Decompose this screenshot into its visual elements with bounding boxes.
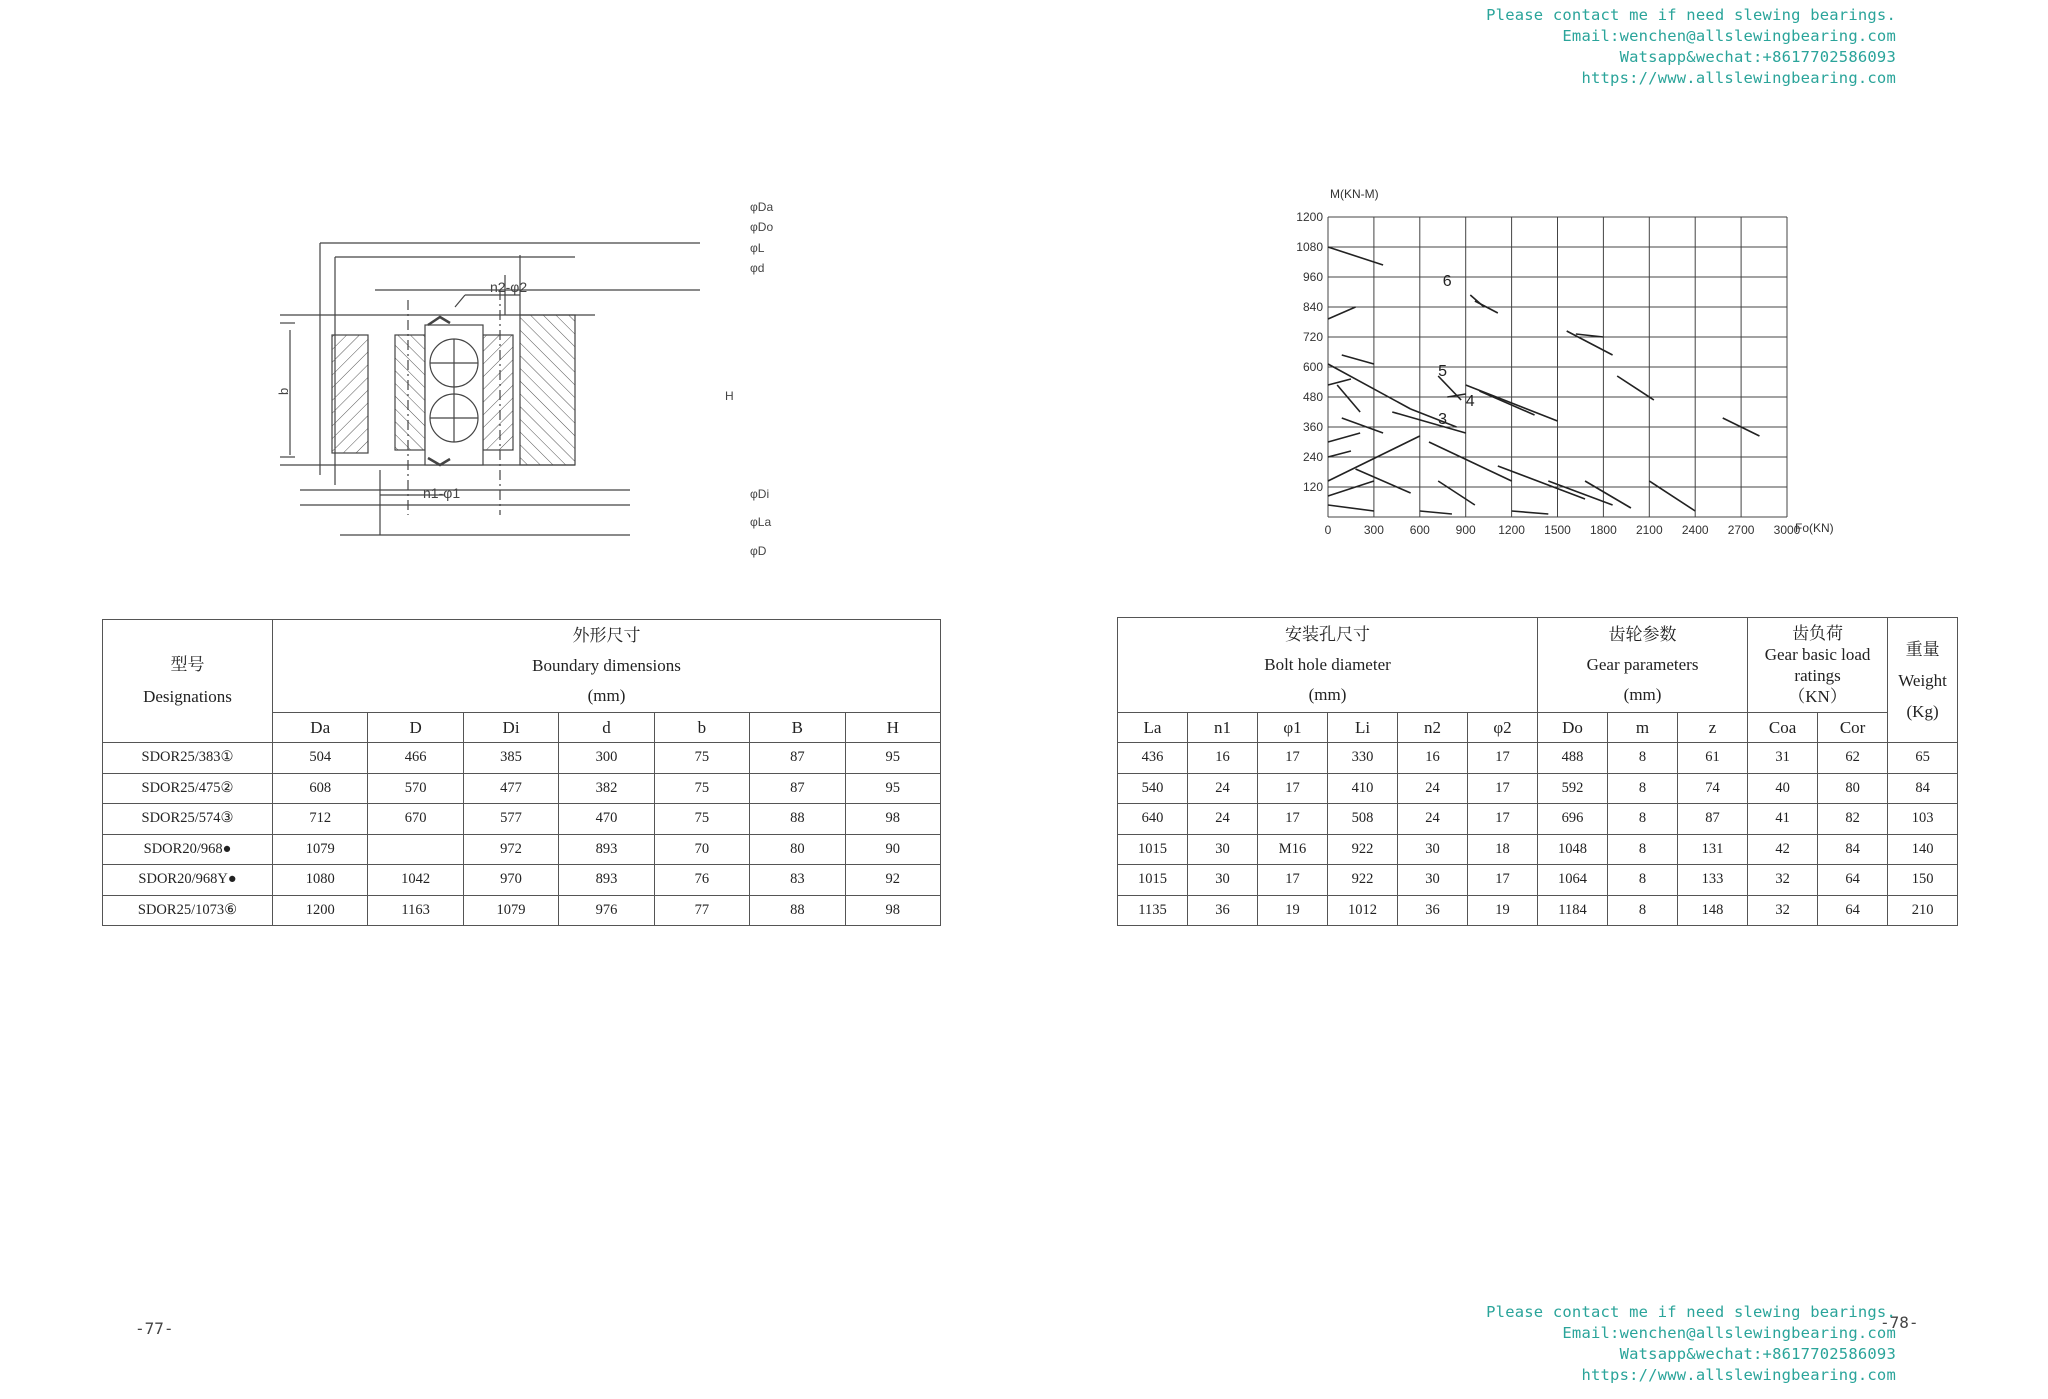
table-cell: 64 <box>1818 865 1888 896</box>
y-tick-label: 600 <box>1302 360 1323 374</box>
col-header-di: Di <box>463 713 558 743</box>
table-cell: 19 <box>1468 895 1538 926</box>
table-cell: 17 <box>1258 804 1328 835</box>
table-cell: 24 <box>1398 804 1468 835</box>
table-cell: 40 <box>1748 773 1818 804</box>
weight-zh: 重量 <box>1905 639 1940 659</box>
table-cell: 712 <box>273 804 368 835</box>
curve-segment <box>1328 451 1351 457</box>
table-cell: 77 <box>654 895 749 926</box>
bolt-zh: 安装孔尺寸 <box>1285 625 1371 644</box>
y-axis-label: M(KN-M) <box>1330 187 1379 201</box>
table-cell: 470 <box>559 804 654 835</box>
table-cell: 76 <box>654 865 749 896</box>
table-cell: 88 <box>750 804 845 835</box>
phi-La-label: φLa <box>750 515 772 529</box>
curve-segment <box>1328 379 1351 385</box>
col-header-h: H <box>845 713 940 743</box>
contact-block-top <box>1400 5 1896 89</box>
curve-segment <box>1342 418 1383 433</box>
boundary-en: Boundary dimensions <box>532 656 681 675</box>
table-row <box>103 865 941 896</box>
table-cell: 80 <box>1818 773 1888 804</box>
table-cell: 385 <box>463 743 558 774</box>
table-cell: 88 <box>750 895 845 926</box>
table-cell: 87 <box>1678 804 1748 835</box>
table-cell <box>368 834 463 865</box>
table-cell: 98 <box>845 804 940 835</box>
table-cell: 131 <box>1678 834 1748 865</box>
curve-segment <box>1328 307 1356 319</box>
table-cell: 540 <box>1118 773 1188 804</box>
table-cell: 30 <box>1398 865 1468 896</box>
y-tick-label: 840 <box>1302 300 1323 314</box>
load-en1: Gear basic load <box>1764 645 1871 664</box>
table-cell: 17 <box>1468 743 1538 774</box>
table-cell: 41 <box>1748 804 1818 835</box>
curve-label: 5 <box>1438 363 1448 380</box>
table-cell: 30 <box>1188 834 1258 865</box>
table-row <box>1118 773 1958 804</box>
table-cell: 75 <box>654 804 749 835</box>
designation-cell: SDOR25/383① <box>103 743 273 774</box>
table-cell: 84 <box>1888 773 1958 804</box>
curve-segment <box>1512 511 1549 514</box>
table-cell: 17 <box>1258 743 1328 774</box>
bearing-cross-section-drawing <box>270 195 810 575</box>
table-cell: 893 <box>559 834 654 865</box>
table-cell: 970 <box>463 865 558 896</box>
contact-phone: Watsapp&wechat:+8617702586093 <box>1619 48 1896 66</box>
y-tick-label: 720 <box>1302 330 1323 344</box>
col-header-5: φ2 <box>1468 713 1538 743</box>
boundary-dimensions-header <box>273 620 941 713</box>
table-cell: 24 <box>1188 773 1258 804</box>
table-cell: 24 <box>1398 773 1468 804</box>
table-cell: 30 <box>1188 865 1258 896</box>
chart-grid <box>1328 217 1787 517</box>
curve-segment <box>1479 391 1534 415</box>
curve-segment <box>1328 247 1383 265</box>
curve-segment <box>1328 433 1360 442</box>
col-header-1: n1 <box>1188 713 1258 743</box>
table-cell: 1200 <box>273 895 368 926</box>
curve-segment <box>1328 481 1374 496</box>
y-tick-label: 480 <box>1302 390 1323 404</box>
table-cell: 150 <box>1888 865 1958 896</box>
table-cell: 74 <box>1678 773 1748 804</box>
table-row <box>103 804 941 835</box>
curve-segment <box>1328 505 1374 511</box>
curve-segment <box>1429 442 1512 481</box>
page-number-left: -77- <box>135 1319 174 1338</box>
phi-L-label: φL <box>750 241 765 255</box>
y-tick-label: 240 <box>1302 450 1323 464</box>
curve-label: 6 <box>1442 273 1452 290</box>
table-row <box>103 895 941 926</box>
table-cell: 1012 <box>1328 895 1398 926</box>
x-tick-label: 600 <box>1409 523 1430 537</box>
load-capacity-chart <box>1270 180 1870 570</box>
col-header-4: n2 <box>1398 713 1468 743</box>
table-cell: 696 <box>1538 804 1608 835</box>
col-header-0: La <box>1118 713 1188 743</box>
designation-cell: SDOR25/1073⑥ <box>103 895 273 926</box>
table-cell: 82 <box>1818 804 1888 835</box>
y-tick-label: 1200 <box>1296 210 1323 224</box>
curve-segment <box>1470 295 1484 307</box>
contact-note: Please contact me if need slewing bearings. <box>1486 6 1896 24</box>
phi-D-label: φD <box>750 544 767 558</box>
col-header-b: b <box>654 713 749 743</box>
table-cell: 508 <box>1328 804 1398 835</box>
curve-segment <box>1328 364 1411 409</box>
n1-phi1-label: n1-φ1 <box>423 485 461 501</box>
weight-header <box>1888 618 1958 743</box>
load-unit: （KN） <box>1788 687 1847 706</box>
curve-segment <box>1356 469 1411 493</box>
page-number-right: -78- <box>1880 1313 1919 1332</box>
weight-en: Weight <box>1898 670 1947 690</box>
table-cell: 65 <box>1888 743 1958 774</box>
contact-block-bottom <box>1400 1302 1896 1386</box>
table-row <box>1118 743 1958 774</box>
table-row <box>103 743 941 774</box>
col-header-d: D <box>368 713 463 743</box>
y-tick-label: 960 <box>1302 270 1323 284</box>
table-cell: 90 <box>845 834 940 865</box>
table-cell: 75 <box>654 743 749 774</box>
table-cell: 61 <box>1678 743 1748 774</box>
x-tick-label: 900 <box>1455 523 1476 537</box>
contact-website: https://www.allslewingbearing.com <box>1581 1366 1896 1384</box>
table-row <box>103 834 941 865</box>
contact-email: Email:wenchen@allslewingbearing.com <box>1562 1324 1896 1342</box>
col-header-6: Do <box>1538 713 1608 743</box>
table-row <box>1118 804 1958 835</box>
table-cell: 330 <box>1328 743 1398 774</box>
table-row <box>1118 895 1958 926</box>
table-cell: 36 <box>1398 895 1468 926</box>
table-cell: 17 <box>1258 865 1328 896</box>
designation-zh: 型号 <box>170 655 205 674</box>
contact-email: Email:wenchen@allslewingbearing.com <box>1562 27 1896 45</box>
table-cell: 592 <box>1538 773 1608 804</box>
phi-Da-label: φDa <box>750 200 774 214</box>
table-cell: 1042 <box>368 865 463 896</box>
table-cell: 24 <box>1188 804 1258 835</box>
load-zh: 齿负荷 <box>1792 624 1844 643</box>
table-cell: 92 <box>845 865 940 896</box>
b-label: b <box>276 387 291 395</box>
table-row <box>1118 865 1958 896</box>
load-en2: ratings <box>1794 666 1841 685</box>
table-cell: 300 <box>559 743 654 774</box>
load-ratings-header <box>1748 618 1888 713</box>
table-cell: 80 <box>750 834 845 865</box>
gear-params-header <box>1538 618 1748 713</box>
y-tick-label: 1080 <box>1296 240 1323 254</box>
table-cell: 1079 <box>463 895 558 926</box>
table-cell: 75 <box>654 773 749 804</box>
y-tick-label: 360 <box>1302 420 1323 434</box>
table-cell: 70 <box>654 834 749 865</box>
curve-segment <box>1567 331 1613 355</box>
curve-label: 4 <box>1465 393 1475 410</box>
table-cell: 16 <box>1398 743 1468 774</box>
phi-Do-label: φDo <box>750 220 774 234</box>
designation-cell: SDOR25/574③ <box>103 804 273 835</box>
table-cell: 640 <box>1118 804 1188 835</box>
table-cell: 893 <box>559 865 654 896</box>
designation-en: Designations <box>143 687 232 706</box>
table-cell: 1080 <box>273 865 368 896</box>
table-cell: 8 <box>1608 773 1678 804</box>
table-cell: 133 <box>1678 865 1748 896</box>
table-cell: 17 <box>1468 804 1538 835</box>
table-cell: 1015 <box>1118 865 1188 896</box>
curve-label: 3 <box>1438 411 1448 428</box>
col-header-7: m <box>1608 713 1678 743</box>
table-cell: 140 <box>1888 834 1958 865</box>
boundary-dimensions-table <box>102 619 941 926</box>
gear-zh: 齿轮参数 <box>1608 625 1677 644</box>
gear-unit: (mm) <box>1623 685 1662 704</box>
curve-segment <box>1342 355 1374 364</box>
table-cell: 84 <box>1818 834 1888 865</box>
bolt-hole-header <box>1118 618 1538 713</box>
table-cell: 570 <box>368 773 463 804</box>
curve-segment <box>1617 376 1654 400</box>
contact-website: https://www.allslewingbearing.com <box>1581 69 1896 87</box>
designation-cell: SDOR20/968● <box>103 834 273 865</box>
col-header-2: φ1 <box>1258 713 1328 743</box>
table-cell: 18 <box>1468 834 1538 865</box>
x-tick-label: 1800 <box>1590 523 1617 537</box>
curve-segment <box>1420 511 1452 514</box>
x-tick-label: 2100 <box>1635 523 1663 537</box>
table-row <box>1118 834 1958 865</box>
table-cell: 42 <box>1748 834 1818 865</box>
gear-en: Gear parameters <box>1586 655 1699 674</box>
curve-segment <box>1649 481 1695 511</box>
x-tick-label: 1500 <box>1544 523 1571 537</box>
table-cell: 32 <box>1748 865 1818 896</box>
col-header-b: B <box>750 713 845 743</box>
table-row <box>103 773 941 804</box>
col-header-d: d <box>559 713 654 743</box>
table-cell: 504 <box>273 743 368 774</box>
table-cell: 83 <box>750 865 845 896</box>
x-tick-label: 1200 <box>1498 523 1525 537</box>
table-cell: 32 <box>1748 895 1818 926</box>
table-cell: 87 <box>750 773 845 804</box>
table-cell: 8 <box>1608 804 1678 835</box>
table-cell: 87 <box>750 743 845 774</box>
table-cell: 436 <box>1118 743 1188 774</box>
table-cell: 31 <box>1748 743 1818 774</box>
x-tick-label: 2700 <box>1727 523 1755 537</box>
table-cell: 95 <box>845 743 940 774</box>
phi-Di-label: φDi <box>750 487 770 501</box>
x-axis-label: Fo(KN) <box>1795 521 1834 535</box>
weight-unit: (Kg) <box>1906 701 1939 721</box>
table-cell: 95 <box>845 773 940 804</box>
n2-phi2-label: n2-φ2 <box>490 279 528 295</box>
table-cell: 19 <box>1258 895 1328 926</box>
table-cell: 608 <box>273 773 368 804</box>
contact-phone: Watsapp&wechat:+8617702586093 <box>1619 1345 1896 1363</box>
table-cell: 1163 <box>368 895 463 926</box>
boundary-zh: 外形尺寸 <box>572 626 641 645</box>
x-tick-label: 3000 <box>1773 523 1801 537</box>
table-cell: 1079 <box>273 834 368 865</box>
table-cell: 17 <box>1468 865 1538 896</box>
table-cell: 577 <box>463 804 558 835</box>
table-cell: 36 <box>1188 895 1258 926</box>
table-cell: 1015 <box>1118 834 1188 865</box>
contact-note: Please contact me if need slewing bearings. <box>1486 1303 1896 1321</box>
table-cell: 922 <box>1328 865 1398 896</box>
table-cell: 922 <box>1328 834 1398 865</box>
chart-labels <box>1296 210 1800 537</box>
table-cell: 17 <box>1258 773 1328 804</box>
boundary-unit: (mm) <box>587 686 626 705</box>
table-cell: 64 <box>1818 895 1888 926</box>
mounting-gear-table <box>1117 617 1958 926</box>
table-cell: 8 <box>1608 865 1678 896</box>
table-cell: 976 <box>559 895 654 926</box>
table-cell: 16 <box>1188 743 1258 774</box>
col-header-da: Da <box>273 713 368 743</box>
phi-d-label: φd <box>750 261 765 275</box>
col-header-10: Cor <box>1818 713 1888 743</box>
col-header-9: Coa <box>1748 713 1818 743</box>
curve-segment <box>1337 385 1360 412</box>
x-tick-label: 300 <box>1363 523 1384 537</box>
curve-segment <box>1392 412 1465 433</box>
bolt-unit: (mm) <box>1308 685 1347 704</box>
table-cell: 62 <box>1818 743 1888 774</box>
table-cell: 972 <box>463 834 558 865</box>
table-cell: M16 <box>1258 834 1328 865</box>
col-header-8: z <box>1678 713 1748 743</box>
designation-cell: SDOR25/475② <box>103 773 273 804</box>
table-cell: 410 <box>1328 773 1398 804</box>
curve-segment <box>1438 481 1475 505</box>
table-cell: 1184 <box>1538 895 1608 926</box>
table-cell: 148 <box>1678 895 1748 926</box>
table-cell: 8 <box>1608 895 1678 926</box>
table-cell: 488 <box>1538 743 1608 774</box>
table-cell: 30 <box>1398 834 1468 865</box>
table-cell: 1135 <box>1118 895 1188 926</box>
table-cell: 210 <box>1888 895 1958 926</box>
x-tick-label: 0 <box>1324 523 1332 537</box>
table-cell: 466 <box>368 743 463 774</box>
table-cell: 8 <box>1608 743 1678 774</box>
designation-cell: SDOR20/968Y● <box>103 865 273 896</box>
y-tick-label: 120 <box>1302 480 1323 494</box>
table-cell: 382 <box>559 773 654 804</box>
table-cell: 1064 <box>1538 865 1608 896</box>
table-cell: 98 <box>845 895 940 926</box>
table-cell: 17 <box>1468 773 1538 804</box>
bolt-en: Bolt hole diameter <box>1264 655 1391 674</box>
table-cell: 103 <box>1888 804 1958 835</box>
col-header-3: Li <box>1328 713 1398 743</box>
table-cell: 477 <box>463 773 558 804</box>
H-label: H <box>725 389 734 403</box>
table-cell: 1048 <box>1538 834 1608 865</box>
x-tick-label: 2400 <box>1681 523 1709 537</box>
table-cell: 670 <box>368 804 463 835</box>
designation-header <box>103 620 273 743</box>
table-cell: 8 <box>1608 834 1678 865</box>
curve-segment <box>1498 466 1585 499</box>
